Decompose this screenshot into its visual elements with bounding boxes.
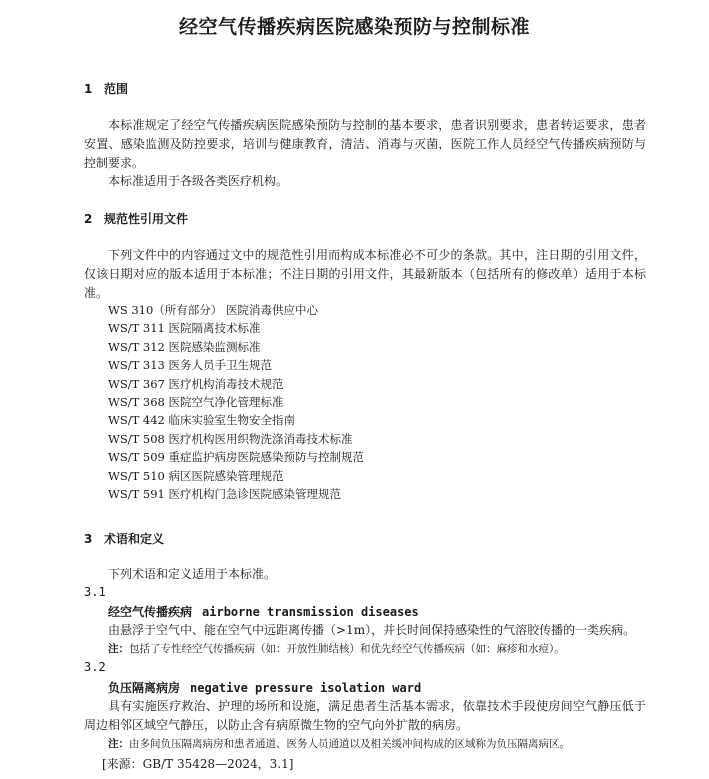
term-note	[108, 641, 565, 656]
note-label: 注：	[108, 643, 129, 655]
section-title: 规范性引用文件	[104, 212, 189, 226]
reference-item: WS/T 591 医疗机构门急诊医院感染管理规范	[108, 487, 342, 502]
reference-item: WS/T 313 医务人员手卫生规范	[108, 358, 273, 373]
note-text: 由多间负压隔离病房和患者通道、医务人员通道以及相关缓冲间构成的区域称为负压隔离病区。	[129, 738, 570, 750]
reference-item: WS/T 367 医疗机构消毒技术规范	[108, 376, 284, 391]
reference-list	[108, 301, 364, 503]
term-source: [来源：GB/T 35428—2024，3.1]	[102, 757, 294, 771]
reference-item: WS/T 510 病区医院感染管理规范	[108, 468, 284, 483]
reference-item: WS/T 312 医院感染监测标准	[108, 339, 261, 354]
term-entry	[108, 679, 421, 696]
section-1-paragraph-2: 本标准适用于各级各类医疗机构。	[108, 174, 289, 188]
term-chinese: 负压隔离病房	[108, 681, 181, 695]
reference-item: WS/T 508 医疗机构医用织物洗涤消毒技术标准	[108, 431, 353, 446]
term-number: 3.1	[84, 585, 106, 599]
reference-item: WS/T 509 重症监护病房医院感染预防与控制规范	[108, 450, 365, 465]
term-entry	[108, 603, 419, 620]
section-number: 3	[84, 532, 93, 546]
term-chinese: 经空气传播疾病	[108, 605, 193, 619]
term-note	[108, 736, 570, 751]
term-definition: 由悬浮于空气中、能在空气中远距离传播（>1m），并长时间保持感染性的气溶胶传播的一类疾病。	[108, 623, 636, 637]
note-text: 包括了专性经空气传播疾病（如：开放性肺结核）和优先经空气传播疾病（如：麻疹和水痘）。	[129, 643, 565, 655]
section-1-paragraph-1: 本标准规定了经空气传播疾病医院感染预防与控制的基本要求，患者识别要求，患者转运要求，患者安置、感染监测及防控要求，培训与健康教育，清洁、消毒与灭菌，医院工作人员经空气传播疾病预防与控制要求。	[84, 118, 646, 170]
term-number: 3.2	[84, 660, 106, 674]
section-number: 1	[84, 82, 93, 96]
reference-item: WS/T 442 临床实验室生物安全指南	[108, 413, 296, 428]
note-label: 注：	[108, 738, 129, 750]
section-title: 术语和定义	[104, 532, 165, 546]
section-3-heading	[84, 530, 164, 547]
section-1-heading	[84, 80, 128, 97]
term-english: negative pressure isolation ward	[190, 681, 422, 695]
document-title: 经空气传播疾病医院感染预防与控制标准	[178, 16, 530, 38]
section-3-intro: 下列术语和定义适用于本标准。	[108, 567, 277, 581]
section-number: 2	[84, 212, 93, 226]
section-2-heading	[84, 210, 188, 227]
reference-item: WS 310（所有部分） 医院消毒供应中心	[108, 303, 318, 317]
section-title: 范围	[104, 82, 129, 96]
reference-item: WS/T 368 医院空气净化管理标准	[108, 395, 284, 410]
term-definition: 具有实施医疗救治、护理的场所和设施，满足患者生活基本需求，依靠技术手段使房间空气静压低于周边相邻区域空气静压，以防止含有病原微生物的空气向外扩散的病房。	[84, 699, 646, 732]
reference-item: WS/T 311 医院隔离技术标准	[108, 321, 261, 336]
section-2-paragraph-1: 下列文件中的内容通过文中的规范性引用而构成本标准必不可少的条款。其中，注日期的引用文件，仅该日期对应的版本适用于本标准；不注日期的引用文件，其最新版本（包括所有的修改单）适用于本标准。	[84, 248, 646, 300]
term-english: airborne transmission diseases	[202, 605, 419, 619]
